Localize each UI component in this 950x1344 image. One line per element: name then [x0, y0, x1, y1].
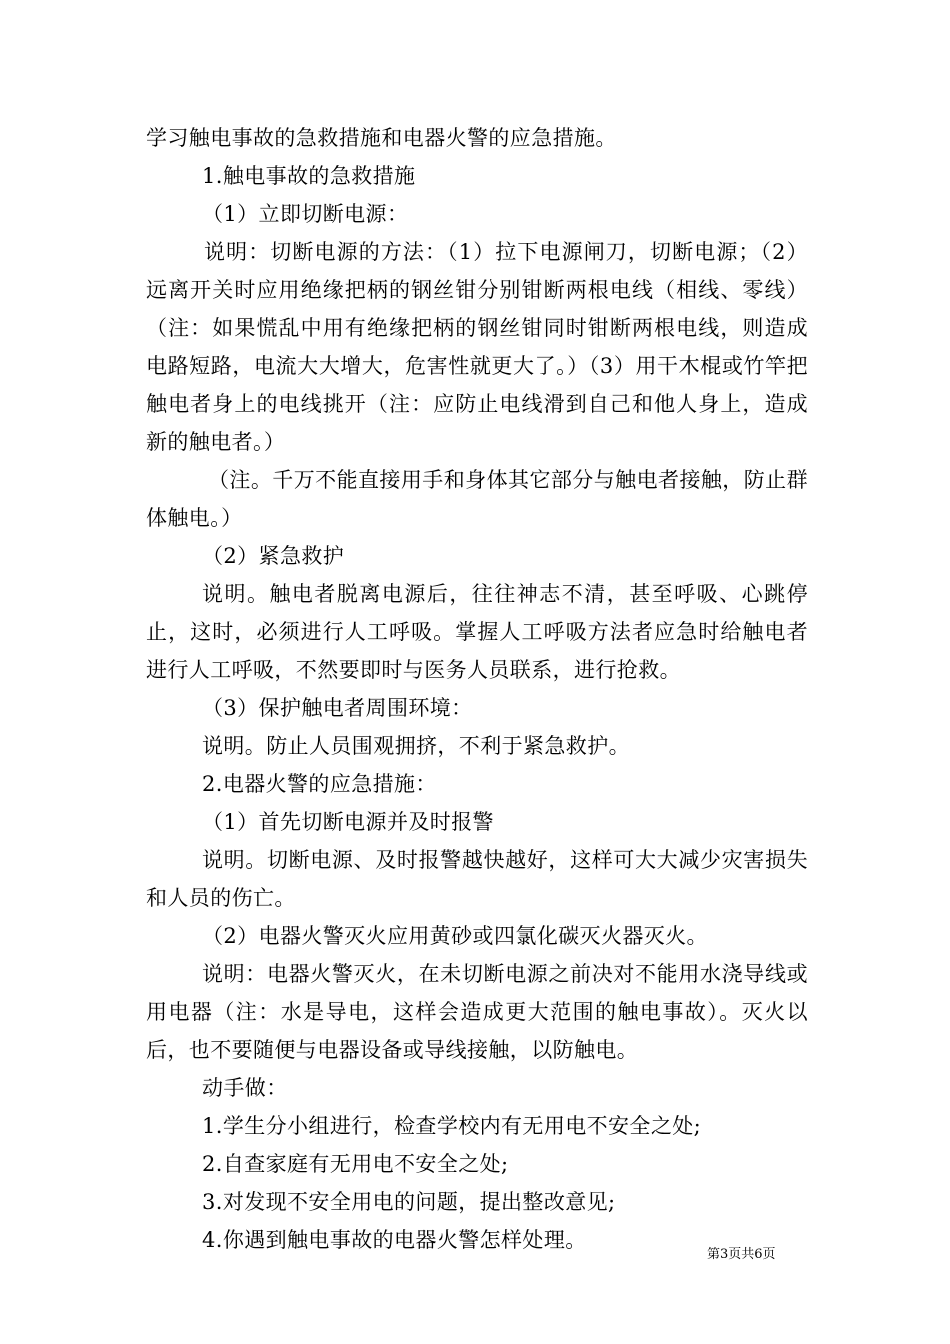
list-item-4: 4.你遇到触电事故的电器火警怎样处理。: [202, 1228, 587, 1252]
subheading-cut-power: （1）立即切断电源：: [202, 202, 409, 226]
subheading-emergency-rescue: （2）紧急救护: [202, 544, 345, 568]
paragraph-prevent-crowding: 说明。防止人员围观拥挤，不利于紧急救护。: [202, 734, 630, 758]
subheading-cut-power-report: （1）首先切断电源并及时报警: [202, 810, 494, 834]
subheading-protect-environment: （3）保护触电者周围环境：: [202, 696, 473, 720]
document-body: [146, 119, 808, 1259]
paragraph-no-water: 说明：电器火警灭火，在未切断电源之前决对不能用水浇导线或用电器（注：水是导电，这样会造成更大范围的触电事故）。灭火以后，也不要随便与电器设备或导线接触，以防触电。: [146, 962, 808, 1062]
paragraph-report-fast: 说明。切断电源、及时报警越快越好，这样可大大减少灾害损失和人员的伤亡。: [146, 848, 808, 910]
heading-electric-shock-measures: 1.触电事故的急救措施: [202, 164, 416, 188]
paragraph-intro: 学习触电事故的急救措施和电器火警的应急措施。: [146, 126, 617, 150]
list-item-3: 3.对发现不安全用电的问题，提出整改意见;: [202, 1190, 616, 1214]
paragraph-cut-power-methods: 说明：切断电源的方法：（1）拉下电源闸刀，切断电源；（2）远离开关时应用绝缘把柄的钢丝钳分别钳断两根电线（相线、零线）（注：如果慌乱中用有绝缘把柄的钢丝钳同时钳断两根电线，则造成电路短路，电流大大增大，危害性就更大了。）（3）用干木棍或竹竿把触电者身上的电线挑开（注：应防止电线滑到自己和他人身上，造成新的触电者。）: [146, 240, 808, 454]
subheading-fire-extinguishing: （2）电器火警灭火应用黄砂或四氯化碳灭火器灭火。: [202, 924, 708, 948]
heading-electrical-fire-measures: 2.电器火警的应急措施：: [202, 772, 437, 796]
page-number-footer: 第3页共6页: [707, 1247, 776, 1262]
paragraph-artificial-respiration: 说明。触电者脱离电源后，往往神志不清，甚至呼吸、心跳停止，这时，必须进行人工呼吸。掌握人工呼吸方法者应急时给触电者进行人工呼吸，不然要即时与医务人员联系，进行抢救。: [146, 582, 808, 682]
heading-hands-on: 动手做：: [202, 1076, 288, 1100]
list-item-2: 2.自查家庭有无用电不安全之处;: [202, 1152, 509, 1176]
list-item-1: 1.学生分小组进行，检查学校内有无用电不安全之处;: [202, 1114, 702, 1138]
paragraph-note-no-direct-contact: （注。千万不能直接用手和身体其它部分与触电者接触，防止群体触电。）: [146, 468, 808, 530]
